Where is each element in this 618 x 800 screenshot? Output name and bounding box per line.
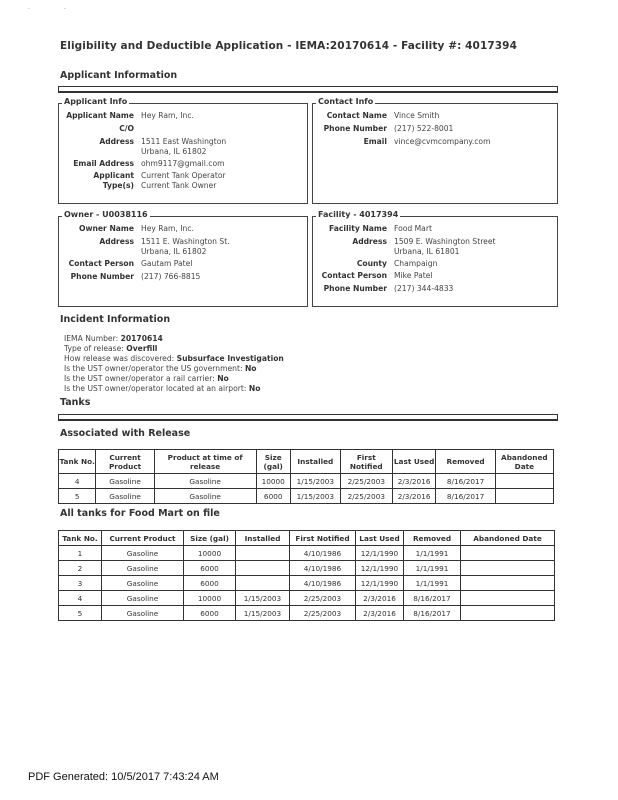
table-cell — [461, 591, 555, 606]
table-cell: 2/3/2016 — [392, 489, 436, 504]
table-cell: 2/25/2003 — [340, 474, 392, 489]
contact-name-value: Vince Smith — [394, 111, 440, 120]
table-cell: 10000 — [256, 474, 290, 489]
owner-address-line1: 1511 E. Washington St. — [141, 237, 230, 246]
table-cell: Gasoline — [102, 606, 184, 621]
email-address-value: ohm9117@gmail.com — [141, 159, 225, 168]
column-header: Current Product — [96, 450, 154, 474]
table-cell — [236, 561, 290, 576]
table-cell: 6000 — [184, 576, 236, 591]
applicant-type-label-1: Applicant — [93, 171, 134, 180]
owner-contact-label: Contact Person — [68, 259, 134, 268]
column-header: Size (gal) — [184, 531, 236, 546]
table-row — [59, 591, 555, 606]
owner-address-line2: Urbana, IL 61802 — [141, 247, 207, 256]
table-cell: Gasoline — [102, 576, 184, 591]
facility-phone-label: Phone Number — [323, 284, 387, 293]
table-cell: 8/16/2017 — [436, 489, 495, 504]
column-header: Last Used — [392, 450, 436, 474]
owner-phone-value: (217) 766-8815 — [141, 272, 201, 281]
table-cell: Gasoline — [96, 474, 154, 489]
table-cell: 1/15/2003 — [236, 591, 290, 606]
column-header: Tank No. — [59, 450, 96, 474]
table-row — [59, 606, 555, 621]
incident-type — [64, 344, 157, 354]
us-government-label: Is the UST owner/operator the US government: — [64, 364, 243, 373]
table-cell — [236, 546, 290, 561]
table-cell: 1/15/2003 — [290, 489, 340, 504]
table-cell: Gasoline — [102, 561, 184, 576]
table-cell — [461, 606, 555, 621]
discovered-label: How release was discovered: — [64, 354, 175, 363]
facility-name-label: Facility Name — [329, 224, 387, 233]
column-header: Abandoned Date — [461, 531, 555, 546]
table-cell: 12/1/1990 — [356, 546, 404, 561]
applicant-address-line2: Urbana, IL 61802 — [141, 147, 207, 156]
applicant-type-2: Current Tank Owner — [141, 181, 217, 190]
facility-contact-value: Mike Patel — [394, 271, 433, 280]
owner-address-label: Address — [99, 237, 134, 246]
owner-name-value: Hey Ram, Inc. — [141, 224, 194, 233]
incident-information-heading: Incident Information — [60, 314, 171, 325]
column-header: Current Product — [102, 531, 184, 546]
owner-phone-label: Phone Number — [70, 272, 134, 281]
table-cell: 2/3/2016 — [356, 591, 404, 606]
airport-label: Is the UST owner/operator located at an airport: — [64, 384, 247, 393]
table-cell: Gasoline — [154, 474, 256, 489]
table-cell: 12/1/1990 — [356, 576, 404, 591]
owner-legend: Owner - U0038116 — [64, 210, 148, 219]
iema-label: IEMA Number: — [64, 334, 119, 343]
table-cell: 1/15/2003 — [290, 474, 340, 489]
facility-address-line1: 1509 E. Washington Street — [394, 237, 496, 246]
applicant-name-value: Hey Ram, Inc. — [141, 111, 194, 120]
applicant-address-label: Address — [99, 137, 134, 146]
table-cell: Gasoline — [102, 546, 184, 561]
table-cell: 3 — [59, 576, 102, 591]
tanks-heading: Tanks — [60, 397, 91, 408]
table-cell: 1/1/1991 — [404, 561, 461, 576]
tanks-divider — [58, 414, 558, 421]
table-cell: 8/16/2017 — [404, 591, 461, 606]
iema-value: 20170614 — [120, 334, 163, 343]
table-cell: Gasoline — [154, 489, 256, 504]
column-header: Removed — [436, 450, 495, 474]
table-row — [59, 576, 555, 591]
applicant-type-label-2: Type(s) — [102, 181, 134, 190]
table-row — [59, 474, 554, 489]
incident-us-government — [64, 364, 257, 374]
page-title: Eligibility and Deductible Application - IEMA:20170614 - Facility #: 4017394 — [60, 40, 517, 52]
co-label: C/O — [119, 124, 134, 133]
column-header: Removed — [404, 531, 461, 546]
contact-phone-label: Phone Number — [323, 124, 387, 133]
table-cell: 2/25/2003 — [340, 489, 392, 504]
section-divider — [58, 86, 558, 93]
release-type-value: Overfill — [126, 344, 158, 353]
column-header: First Notified — [290, 531, 356, 546]
table-cell: 2/25/2003 — [290, 591, 356, 606]
table-cell: Gasoline — [102, 591, 184, 606]
all-tanks-table — [58, 530, 555, 621]
table-cell: 5 — [59, 489, 96, 504]
rail-carrier-label: Is the UST owner/operator a rail carrier: — [64, 374, 215, 383]
facility-legend: Facility - 4017394 — [318, 210, 399, 219]
column-header: Tank No. — [59, 531, 102, 546]
owner-contact-value: Gautam Patel — [141, 259, 193, 268]
airport-value: No — [248, 384, 261, 393]
table-cell: 2/3/2016 — [356, 606, 404, 621]
incident-rail-carrier — [64, 374, 229, 384]
table-cell: Gasoline — [96, 489, 154, 504]
table-cell: 2/25/2003 — [290, 606, 356, 621]
contact-email-value: vince@cvmcompany.com — [394, 137, 491, 146]
scan-mark-right: · — [64, 6, 66, 13]
facility-name-value: Food Mart — [394, 224, 432, 233]
release-type-label: Type of release: — [64, 344, 124, 353]
applicant-address-line1: 1511 East Washington — [141, 137, 227, 146]
table-row — [59, 546, 555, 561]
associated-release-heading: Associated with Release — [60, 428, 191, 439]
column-header: Last Used — [356, 531, 404, 546]
scan-mark-left: · — [28, 6, 30, 13]
table-cell — [236, 576, 290, 591]
table-cell: 5 — [59, 606, 102, 621]
applicant-name-label: Applicant Name — [66, 111, 134, 120]
pdf-generated-footer: PDF Generated: 10/5/2017 7:43:24 AM — [28, 771, 219, 783]
table-cell: 1 — [59, 546, 102, 561]
facility-county-value: Champaign — [394, 259, 438, 268]
facility-county-label: County — [356, 259, 387, 268]
associated-release-table — [58, 449, 554, 504]
table-cell — [461, 561, 555, 576]
applicant-type-1: Current Tank Operator — [141, 171, 226, 180]
associated-header-row — [59, 450, 554, 474]
table-cell: 4/10/1986 — [290, 576, 356, 591]
facility-address-line2: Urbana, IL 61801 — [394, 247, 460, 256]
table-cell — [495, 489, 553, 504]
table-cell — [461, 576, 555, 591]
applicant-information-heading: Applicant Information — [60, 70, 178, 81]
column-header: First Notified — [340, 450, 392, 474]
all-tanks-heading: All tanks for Food Mart on file — [60, 508, 220, 519]
table-cell: 1/15/2003 — [236, 606, 290, 621]
contact-info-legend: Contact Info — [318, 97, 374, 106]
column-header: Size (gal) — [256, 450, 290, 474]
owner-name-label: Owner Name — [79, 224, 134, 233]
table-cell: 6000 — [184, 561, 236, 576]
table-cell: 8/16/2017 — [404, 606, 461, 621]
discovered-value: Subsurface Investigation — [176, 354, 284, 363]
table-row — [59, 489, 554, 504]
email-address-label: Email Address — [73, 159, 134, 168]
table-cell: 6000 — [256, 489, 290, 504]
incident-iema — [64, 334, 163, 344]
contact-name-label: Contact Name — [326, 111, 387, 120]
table-cell — [461, 546, 555, 561]
applicant-info-legend: Applicant Info — [64, 97, 128, 106]
table-row — [59, 561, 555, 576]
table-cell: 10000 — [184, 591, 236, 606]
table-cell: 4 — [59, 591, 102, 606]
table-cell: 1/1/1991 — [404, 546, 461, 561]
column-header: Installed — [236, 531, 290, 546]
table-cell: 4/10/1986 — [290, 561, 356, 576]
facility-contact-label: Contact Person — [321, 271, 387, 280]
column-header: Abandoned Date — [495, 450, 553, 474]
all-tanks-header-row — [59, 531, 555, 546]
incident-discovered — [64, 354, 284, 364]
table-cell: 12/1/1990 — [356, 561, 404, 576]
table-cell — [495, 474, 553, 489]
table-cell: 1/1/1991 — [404, 576, 461, 591]
table-cell: 4/10/1986 — [290, 546, 356, 561]
column-header: Installed — [290, 450, 340, 474]
contact-email-label: Email — [363, 137, 387, 146]
table-cell: 2 — [59, 561, 102, 576]
facility-address-label: Address — [352, 237, 387, 246]
facility-phone-value: (217) 344-4833 — [394, 284, 454, 293]
us-government-value: No — [244, 364, 257, 373]
rail-carrier-value: No — [217, 374, 229, 383]
table-cell: 4 — [59, 474, 96, 489]
contact-phone-value: (217) 522-8001 — [394, 124, 454, 133]
table-cell: 2/3/2016 — [392, 474, 436, 489]
table-cell: 6000 — [184, 606, 236, 621]
table-cell: 8/16/2017 — [436, 474, 495, 489]
incident-airport — [64, 384, 260, 394]
table-cell: 10000 — [184, 546, 236, 561]
column-header: Product at time of release — [154, 450, 256, 474]
